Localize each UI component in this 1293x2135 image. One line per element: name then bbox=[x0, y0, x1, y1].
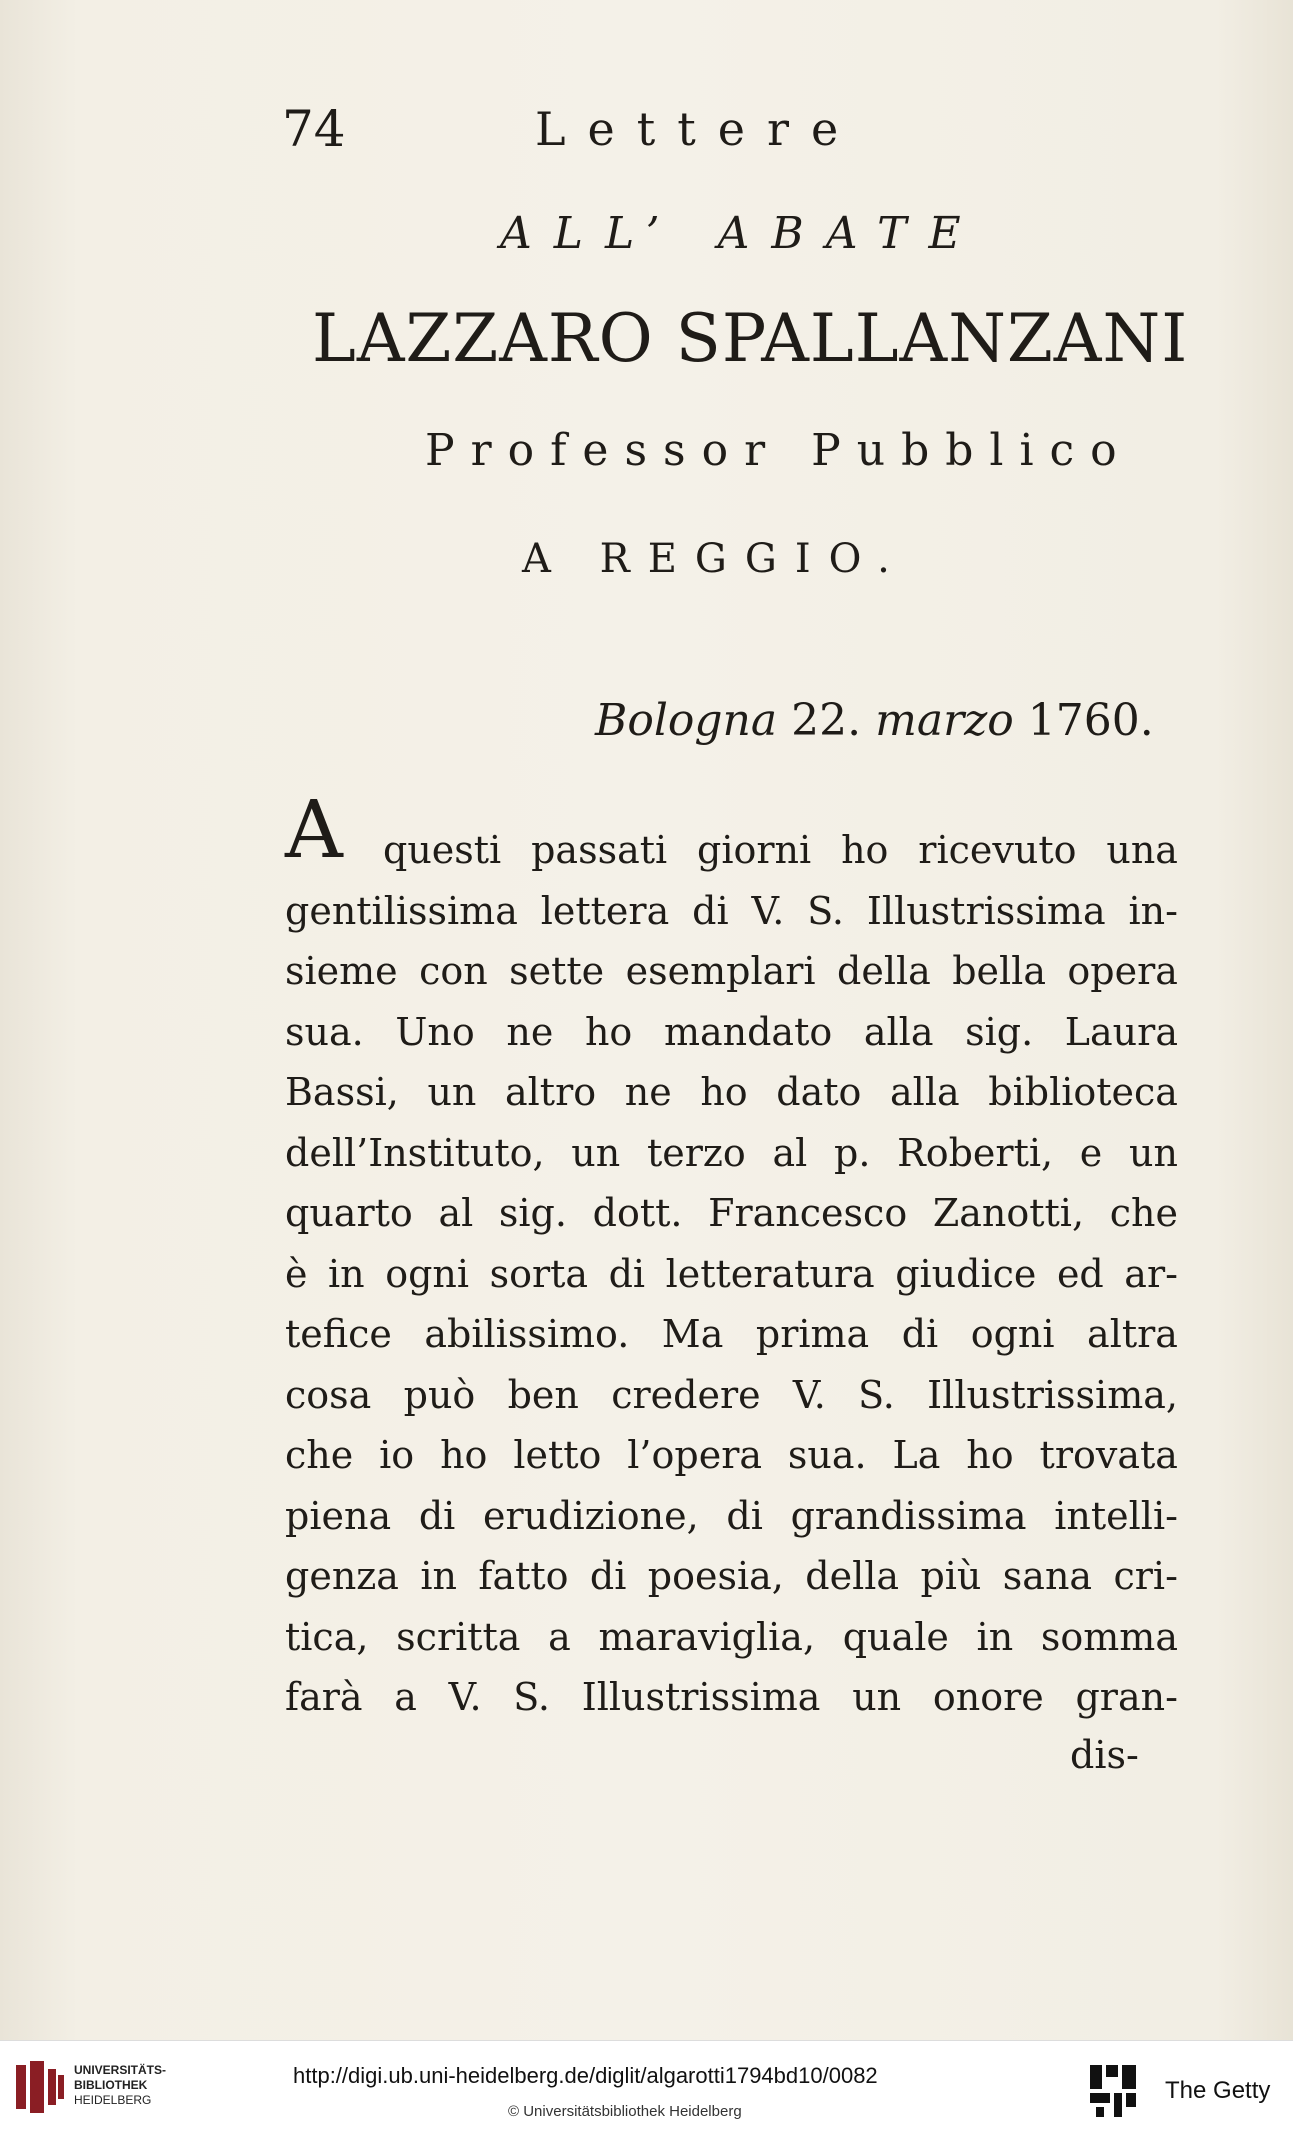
dateline bbox=[595, 695, 1154, 746]
text-line: che io ho letto l’opera sua. La ho trovata bbox=[285, 1433, 1178, 1477]
text-line: sieme con sette esemplari della bella opera bbox=[285, 949, 1178, 993]
text-line: questi passati giorni ho ricevuto una bbox=[383, 828, 1178, 872]
getty-logo-icon bbox=[1088, 2063, 1138, 2119]
heading-addressee-title: ALL’ ABATE bbox=[500, 208, 983, 259]
text-line: dell’Instituto, un terzo al p. Roberti, e un bbox=[285, 1130, 1178, 1175]
text-line: farà a V. S. Illustrissima un onore gran- bbox=[285, 1675, 1178, 1719]
drop-cap: A bbox=[285, 783, 343, 876]
text-line: è in ogni sorta di letteratura giudice ed ar- bbox=[285, 1251, 1178, 1296]
dateline-month: marzo bbox=[875, 695, 1014, 746]
page-number: 74 bbox=[282, 100, 346, 158]
dateline-day: 22. bbox=[791, 695, 862, 746]
text-line: quarto al sig. dott. Francesco Zanotti, che bbox=[285, 1191, 1178, 1235]
getty-name: The Getty bbox=[1165, 2077, 1271, 2104]
text-line: sua. Uno ne ho mandato alla sig. Laura bbox=[285, 1009, 1178, 1054]
text-line: tefice abilissimo. Ma prima di ogni altra bbox=[285, 1312, 1178, 1356]
catchword: dis- bbox=[1070, 1733, 1139, 1777]
footer-bar bbox=[0, 2040, 1293, 2135]
text-line: tica, scritta a maraviglia, quale in somma bbox=[285, 1614, 1178, 1659]
heading-place: A REGGIO. bbox=[522, 536, 908, 582]
library-name: UNIVERSITÄTS- BIBLIOTHEK HEIDELBERG bbox=[74, 2063, 167, 2107]
permalink-url[interactable]: http://digi.ub.uni-heidelberg.de/diglit/algarotti1794bd10/0082 bbox=[293, 2063, 878, 2088]
letter-body bbox=[285, 820, 1178, 1728]
text-line: piena di erudizione, di grandissima intelli- bbox=[285, 1493, 1178, 1538]
text-line: genza in fatto di poesia, della più sana cri- bbox=[285, 1554, 1178, 1598]
running-head: Lettere bbox=[535, 102, 861, 156]
text-line: gentilissima lettera di V. S. Illustrissima in- bbox=[285, 888, 1178, 933]
dateline-year: 1760. bbox=[1027, 695, 1154, 746]
heading-profession: Professor Pubblico bbox=[425, 425, 1133, 476]
university-library-logo-icon bbox=[14, 2059, 66, 2115]
heading-addressee-name: LAZZARO SPALLANZANI bbox=[312, 300, 1189, 377]
text-line: Bassi, un altro ne ho dato alla biblioteca bbox=[285, 1070, 1178, 1114]
text-line: cosa può ben credere V. S. Illustrissima, bbox=[285, 1372, 1178, 1417]
copyright-notice: © Universitätsbibliothek Heidelberg bbox=[508, 2103, 742, 2120]
dateline-place: Bologna bbox=[595, 695, 778, 746]
